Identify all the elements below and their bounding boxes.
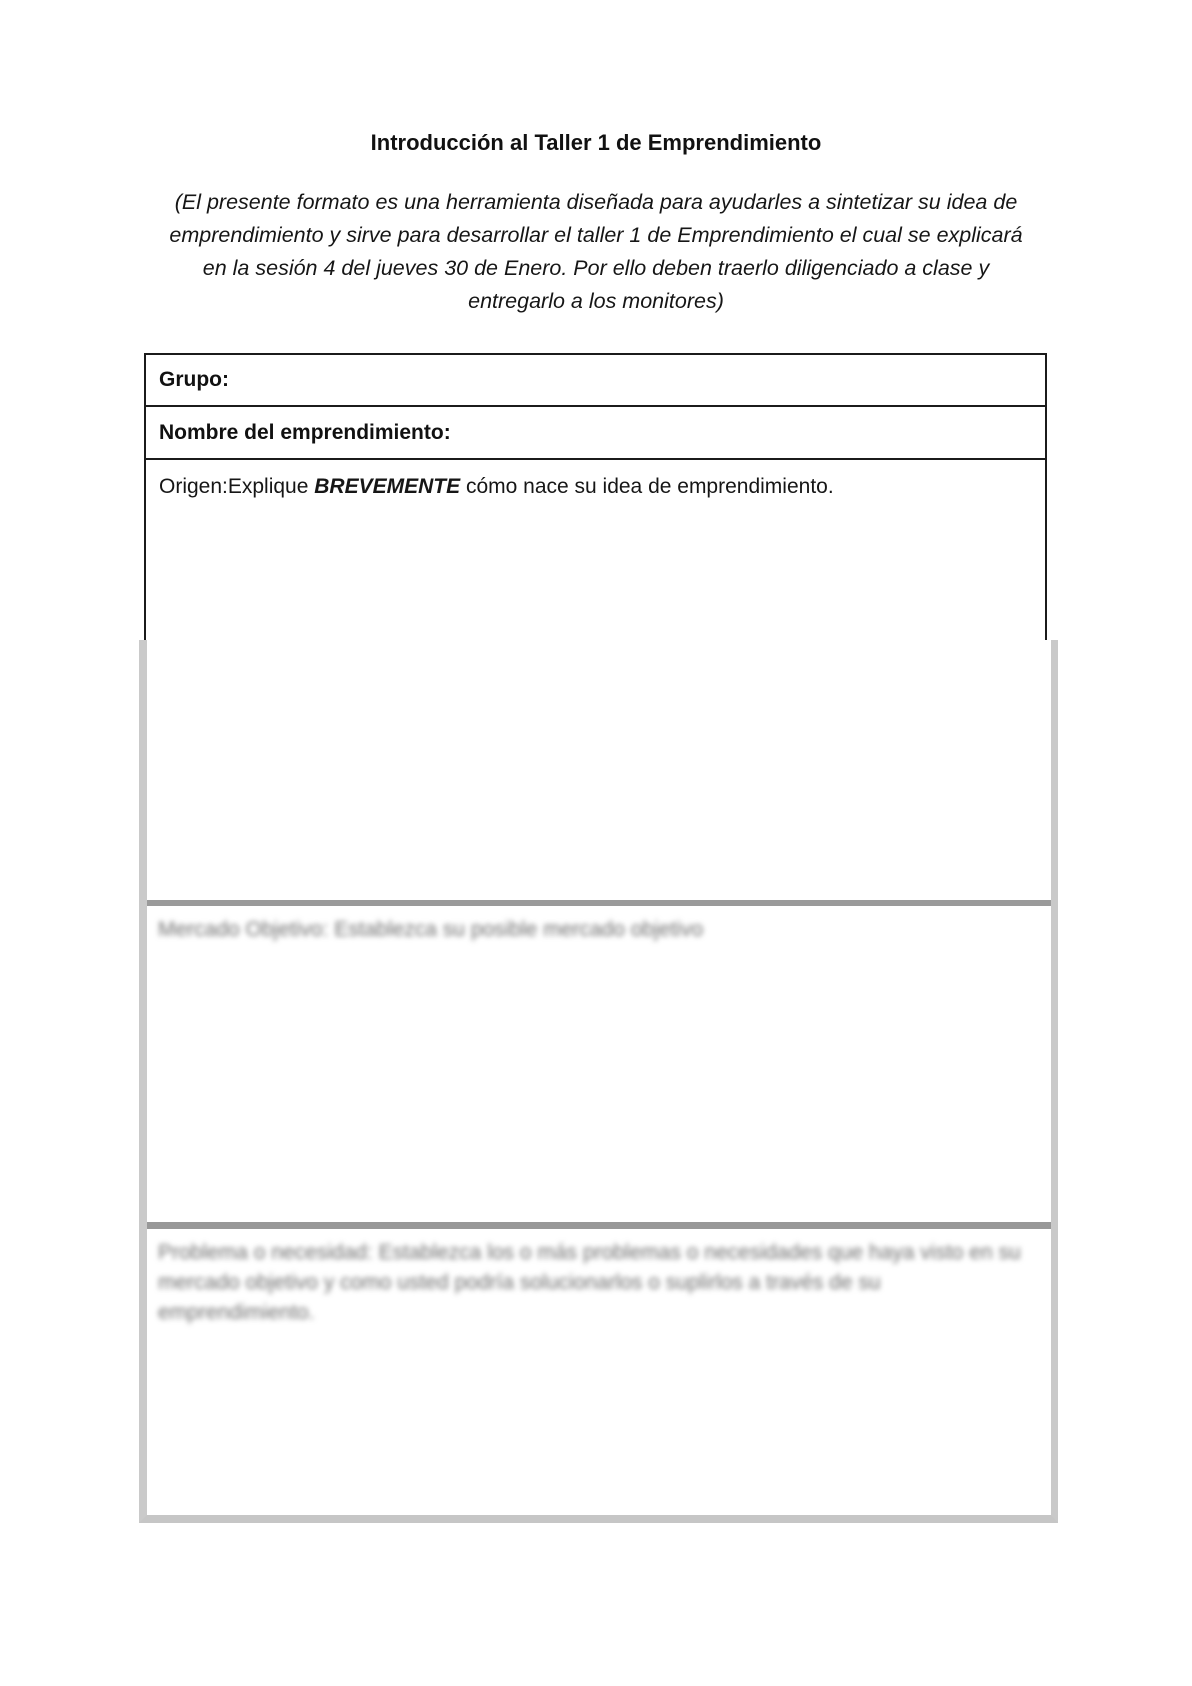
grupo-label: Grupo: (159, 368, 229, 391)
table-row-nombre[interactable] (146, 407, 1045, 460)
table-row-grupo[interactable] (146, 355, 1045, 407)
table-row-origen-continued[interactable] (147, 640, 1051, 900)
table-row-problema[interactable] (147, 1229, 1051, 1515)
origen-text-prefix: Origen:Explique (159, 475, 315, 498)
page-title: Introducción al Taller 1 de Emprendimiento (370, 130, 822, 155)
nombre-label: Nombre del emprendimiento: (159, 420, 451, 444)
form-table-blurred-section (139, 640, 1058, 1523)
table-row-mercado[interactable] (147, 906, 1051, 1222)
intro-line: en la sesión 4 del jueves 30 de Enero. Por ello deben traerlo diligenciado a clase y (202, 256, 990, 280)
row-divider (147, 1222, 1051, 1229)
problema-label-blurred: Problema o necesidad: Establezca los o más problemas o necesidades que haya visto en su mercado objetivo y como usted podría solucionarlos o suplirlos a través de su emprendimiento. (158, 1241, 1021, 1324)
form-table (144, 353, 1047, 641)
origen-text-emphasis: BREVEMENTE (314, 475, 461, 498)
intro-line: emprendimiento y sirve para desarrollar el taller 1 de Emprendimiento el cual se explicará (169, 223, 1023, 247)
origen-text-suffix: cómo nace su idea de emprendimiento. (460, 475, 834, 498)
intro-paragraph (0, 186, 1192, 318)
origen-label (159, 475, 834, 498)
table-row-origen[interactable] (146, 460, 1045, 641)
intro-line: entregarlo a los monitores) (468, 289, 724, 313)
intro-line: (El presente formato es una herramienta diseñada para ayudarles a sintetizar su idea de (174, 190, 1018, 214)
mercado-label-blurred: Mercado Objetivo: Establezca su posible mercado objetivo (158, 918, 704, 941)
